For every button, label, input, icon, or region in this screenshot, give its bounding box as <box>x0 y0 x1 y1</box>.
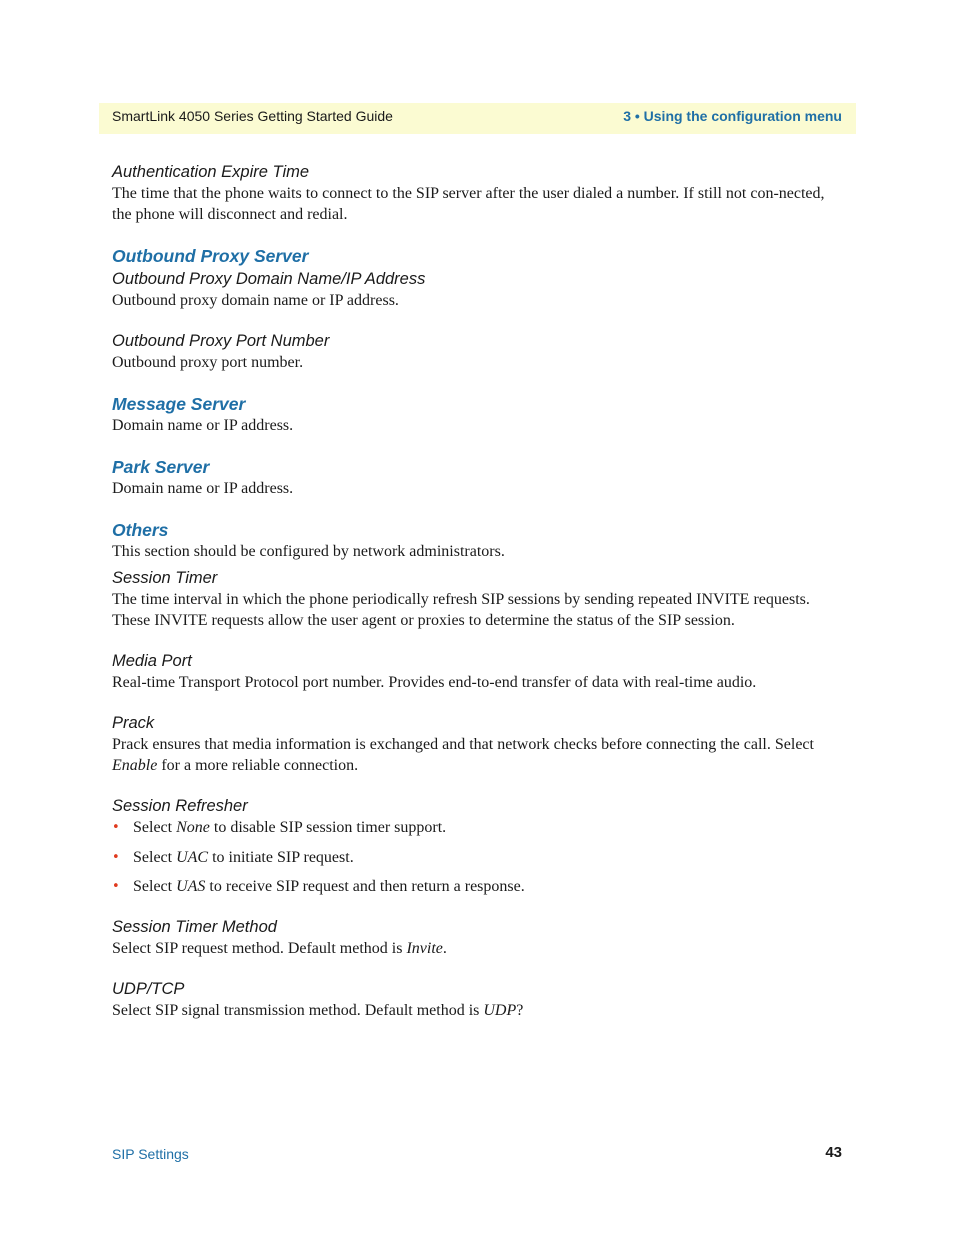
outbound-domain-title: Outbound Proxy Domain Name/IP Address <box>112 270 426 288</box>
auth-expire-text: The time that the phone waits to connect to the SIP server after the user dialed a number. If still not con-nected, the phone will disconnect and redial. <box>112 185 825 223</box>
udp-tcp-title: UDP/TCP <box>112 979 185 998</box>
page-number: 43 <box>825 1144 842 1161</box>
bullet-icon: • <box>112 849 120 865</box>
auth-expire-title: Authentication Expire Time <box>112 163 310 181</box>
others-heading: Others <box>112 520 169 540</box>
prack-text <box>112 734 842 776</box>
park-server-text: Domain name or IP address. <box>112 480 294 497</box>
bullet-post: to initiate SIP request. <box>212 848 354 866</box>
running-header-chapter: 3 • Using the configuration menu <box>623 108 842 124</box>
timer-method-post: . <box>442 939 447 957</box>
bullet-icon: • <box>112 820 120 835</box>
message-server-heading: Message Server <box>112 394 246 414</box>
prack-text-part2: for a more reliable connection. <box>161 757 359 774</box>
outbound-proxy-heading: Outbound Proxy Server <box>112 246 309 266</box>
outbound-domain-text: Outbound proxy domain name or IP address. <box>112 292 399 309</box>
session-timer-method-text <box>112 938 842 959</box>
bullet-pre: Select <box>133 848 173 866</box>
session-timer-text: The time interval in which the phone periodically refresh SIP sessions by sending repeated INVITE requests. These INVITE requests allow the user agent or proxies to determine the status of the SIP session. <box>112 591 810 629</box>
list-item <box>112 817 842 838</box>
session-timer-title: Session Timer <box>112 569 218 587</box>
udp-pre: Select SIP signal transmission method. Default method is <box>112 1001 480 1019</box>
prack-title: Prack <box>112 714 155 732</box>
list-item <box>112 876 842 897</box>
message-server-text: Domain name or IP address. <box>112 417 294 434</box>
running-header-title: SmartLink 4050 Series Getting Started Guide <box>112 108 393 124</box>
bullet-post: to receive SIP request and then return a response. <box>209 878 525 895</box>
bullet-icon: • <box>112 879 120 894</box>
page-content <box>112 162 842 1021</box>
park-server-heading: Park Server <box>112 457 210 477</box>
outbound-port-text: Outbound proxy port number. <box>112 354 304 371</box>
udp-tcp-text <box>112 1000 842 1021</box>
bullet-post: to disable SIP session timer support. <box>213 819 447 836</box>
prack-text-part1: Prack ensures that media information is exchanged and that network checks before connecting the call. Select <box>112 736 814 753</box>
session-refresher-title: Session Refresher <box>112 797 248 815</box>
bullet-pre: Select <box>133 819 173 836</box>
session-timer-method-title: Session Timer Method <box>112 917 277 936</box>
bullet-term: None <box>176 819 210 836</box>
session-refresher-list <box>112 817 842 897</box>
udp-term: UDP <box>483 1001 517 1019</box>
prack-enable-term: Enable <box>112 757 158 774</box>
media-port-title: Media Port <box>112 652 192 670</box>
list-item <box>112 847 842 868</box>
udp-post: ? <box>516 1001 524 1019</box>
bullet-term: UAC <box>176 848 209 866</box>
footer-section-name: SIP Settings <box>112 1146 189 1162</box>
bullet-pre: Select <box>133 878 173 895</box>
timer-method-term: Invite <box>406 939 443 957</box>
outbound-port-title: Outbound Proxy Port Number <box>112 332 330 350</box>
others-text: This section should be configured by network administrators. <box>112 543 505 560</box>
bullet-term: UAS <box>176 878 206 895</box>
timer-method-pre: Select SIP request method. Default method is <box>112 939 403 957</box>
media-port-text: Real-time Transport Protocol port number. Provides end-to-end transfer of data with real-time audio. <box>112 674 757 691</box>
